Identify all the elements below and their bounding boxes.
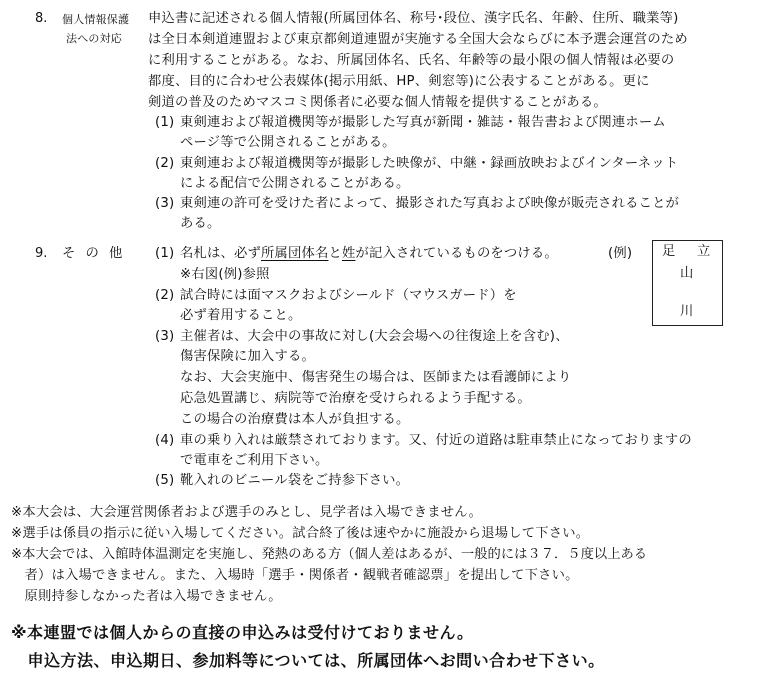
section9-item2-text: 試合時には面マスクおよびシールド（マウスガード）を — [180, 288, 517, 303]
section8-item-text: による配信で公開されることがある。 — [180, 176, 410, 191]
section8-body-line: は全日本剣道連盟および東京都剣道連盟が実施する全国大会ならびに本予選会運営のため — [148, 32, 688, 47]
section9-item4-text: 車の乗り入れは厳禁されております。又、付近の道路は駐車禁止になっておりますの — [180, 433, 692, 448]
name-tag-char: 立 — [697, 244, 711, 259]
section9-item1-text: 名札は、必ず所属団体名と姓が記入されているものをつける。 — [180, 246, 558, 261]
section9-item3-text: 主催者は、大会中の事故に対し(大会会場への往復途上を含む)、 — [180, 329, 569, 344]
section8-heading-1: 個人情報保護 — [62, 13, 130, 26]
section8-number: 8. — [35, 11, 48, 26]
section8-item-text: 東剣連および報道機関等が撮影した映像が、中継・録画放映およびインターネット — [180, 156, 679, 171]
section8-item-text: ページ等で公開されることがある。 — [180, 135, 396, 150]
section9-heading: そ の 他 — [62, 246, 126, 261]
section8-item-text: ある。 — [180, 216, 221, 231]
section8-body-line: に利用することがある。なお、所属団体名、氏名、年齢等の最小限の個人情報は必要の — [148, 53, 675, 68]
underlined-surname: 姓 — [341, 246, 356, 261]
section8-item-text: 東剣連および報道機関等が撮影した写真が新聞・雑誌・報告書および関連ホーム — [180, 115, 666, 130]
section8-body-line: 都度、目的に合わせ公表媒体(掲示用紙、HP、剣窓等)に公表することがある。更に — [148, 74, 650, 89]
note-line: ※本大会は、大会運営関係者および選手のみとし、見学者は入場できません。 — [11, 505, 483, 520]
section8-item-text: 東剣連の許可を受けた者によって、撮影された写真および映像が販売されることが — [180, 196, 680, 211]
underlined-affiliation: 所属団体名 — [260, 246, 329, 261]
footer-notice: ※本連盟では個人からの直接の申込みは受付けておりません。 — [11, 623, 474, 642]
section8-item-label: (3) — [155, 196, 175, 211]
section9-item3-text: 傷害保険に加入する。 — [180, 349, 315, 364]
section9-item4-text: で電車をご利用下さい。 — [180, 453, 329, 468]
note-line: ※選手は係員の指示に従い入場してください。試合終了後は速やかに施設から退場して下さい。 — [11, 526, 590, 541]
note-line: 者）は入場できません。また、入場時「選手・関係者・観戦者確認票」を提出して下さい。 — [11, 568, 579, 583]
footer-notice: 申込方法、申込期日、参加料等については、所属団体へお問い合わせ下さい。 — [11, 651, 605, 670]
section9-item1-note: ※右図(例)参照 — [180, 267, 270, 282]
section9-item3-text: 応急処置講じ、病院等で治療を受けられるよう手配する。 — [180, 391, 531, 406]
section9-item1-label: (1) — [155, 246, 175, 261]
section9-item5-text: 靴入れのビニール袋をご持参下さい。 — [180, 473, 410, 488]
section8-item-label: (1) — [155, 115, 175, 130]
section9-item3-text: なお、大会実施中、傷害発生の場合は、医師または看護師により — [180, 370, 572, 385]
section8-body-line: 剣道の普及のためマスコミ関係者に必要な個人情報を提供することがある。 — [148, 95, 607, 110]
section9-item3-label: (3) — [155, 329, 175, 344]
section8-body-line: 申込書に記述される個人情報(所属団体名、称号･段位、漢字氏名、年齢、住所、職業等) — [148, 11, 679, 26]
section9-number: 9. — [35, 246, 48, 261]
section9-item2-label: (2) — [155, 288, 175, 303]
name-tag-char: 川 — [680, 304, 694, 319]
name-tag-example — [652, 240, 723, 326]
section9-item4-label: (4) — [155, 433, 175, 448]
note-line: 原則持参しなかった者は入場できません。 — [11, 589, 282, 604]
section9-item3-text: この場合の治療費は本人が負担する。 — [180, 412, 410, 427]
section9-item2-text: 必ず着用すること。 — [180, 308, 302, 323]
name-tag-char: 山 — [680, 266, 694, 281]
name-tag-char: 足 — [662, 244, 676, 259]
section8-item-label: (2) — [155, 156, 175, 171]
section8-heading-2: 法への対応 — [66, 32, 122, 45]
section9-item5-label: (5) — [155, 473, 175, 488]
example-label: (例) — [608, 246, 633, 261]
note-line: ※本大会では、入館時体温測定を実施し、発熱のある方（個人差はあるが、一般的には３７．５度以上ある — [11, 547, 648, 562]
